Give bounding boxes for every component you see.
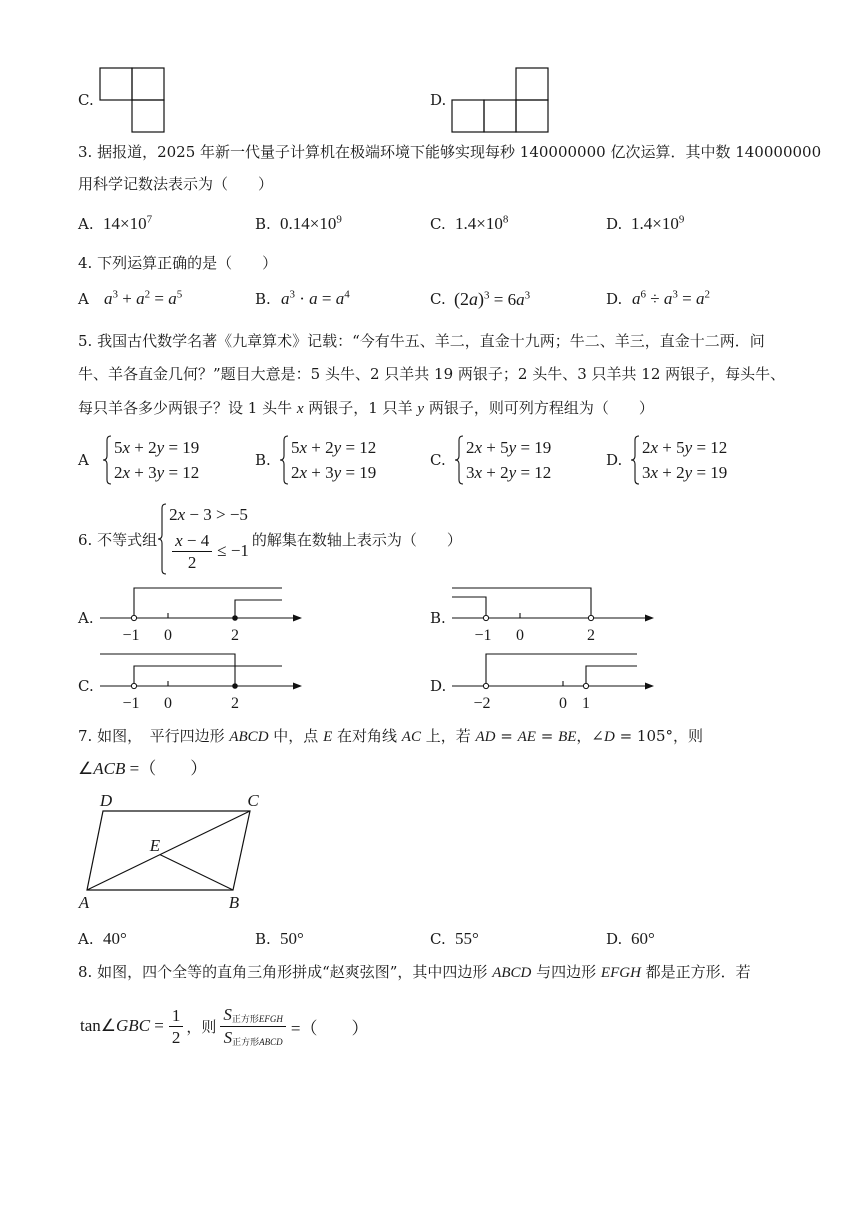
math-variable: y — [417, 401, 425, 417]
q5-stem-line2: 牛、羊各直金几何？”题目大意是：5 头牛、2 只羊共 19 两银子；2 头牛、3 只羊共 12 两银子，每头牛、 — [78, 365, 786, 383]
math-variable: y — [508, 463, 517, 482]
open-endpoint — [583, 683, 588, 688]
exponent: 2 — [144, 288, 151, 301]
math-variable: x — [299, 438, 308, 457]
option-label: A — [78, 451, 89, 469]
option-value: 60° — [631, 929, 655, 948]
exponent: 2 — [704, 288, 710, 301]
q4-option-d — [606, 287, 710, 311]
solution-range — [586, 666, 637, 686]
equation: 3x + 2y = 19 — [642, 463, 728, 482]
math-variable: EFGH — [258, 1014, 283, 1025]
area-symbol — [224, 1028, 233, 1047]
option-value: 50° — [280, 929, 304, 948]
q4-option-c — [430, 287, 530, 311]
q6-option-d-number-line — [447, 646, 662, 694]
vertex-label-d: D — [99, 791, 113, 810]
fraction-denominator: 2 — [171, 1027, 181, 1047]
fraction-denominator: 2 — [187, 552, 197, 572]
net-square — [516, 100, 548, 132]
option-exponent: 7 — [146, 213, 153, 226]
q6-option-b-number-line — [447, 578, 662, 626]
net-square — [132, 68, 164, 100]
area-subscript: 正方形EFGH — [231, 1014, 283, 1026]
math-variable: x — [122, 438, 131, 457]
math-variable: ABCD — [492, 965, 532, 981]
math-variable: y — [684, 463, 693, 482]
math-term — [281, 289, 290, 308]
q6-option-c-label: C. — [78, 677, 94, 695]
q7-option-b — [255, 927, 304, 951]
inequality-1: 2x − 3 > −5 — [169, 505, 248, 524]
q3-stem-line1: 3. 据报道，2025 年新一代量子计算机在极端环境下能够实现每秒 140000000 亿次运算．其中数 140000000 — [78, 143, 822, 161]
q6-option-c-number-line — [95, 646, 310, 694]
math-variable: D — [603, 729, 615, 745]
option-label: C. — [430, 451, 446, 469]
connector-text: ，则 — [186, 1017, 217, 1036]
equation-system — [114, 435, 199, 485]
math-variable: AD — [475, 729, 496, 745]
math-variable: y — [156, 438, 165, 457]
tick-label: 0 — [516, 627, 524, 644]
math-term: + a — [122, 289, 145, 308]
option-mantissa: 14×10 — [103, 214, 147, 233]
option-exponent: 8 — [502, 213, 509, 226]
exponent: 3 — [289, 288, 295, 301]
closed-endpoint — [232, 615, 238, 621]
math-term: · a = a — [299, 289, 345, 308]
vertex-label-b: B — [228, 893, 240, 912]
tick-label: −1 — [474, 627, 492, 644]
net-square — [484, 100, 516, 132]
q7-option-c — [430, 927, 479, 951]
area-symbol — [223, 1005, 232, 1024]
q5-stem-line3: 每只羊各多少两银子？设 1 头牛 x 两银子，1 只羊 y 两银子，则可列方程组为（ ） — [78, 399, 654, 417]
option-label: C. — [430, 290, 446, 308]
solution-range — [235, 600, 282, 618]
fraction-numerator: 1 — [169, 1005, 184, 1027]
q3-option-a — [78, 212, 152, 236]
equation: 2x + 3y = 12 — [114, 463, 200, 482]
math-variable: y — [333, 438, 342, 457]
math-variable: GBC — [116, 1016, 151, 1035]
fraction-numerator: x − 4 — [172, 530, 212, 552]
q3-option-b — [255, 212, 342, 236]
left-brace — [454, 435, 464, 485]
option-label: A. — [78, 215, 94, 233]
axis-arrow — [645, 683, 654, 690]
math-variable: x — [474, 438, 483, 457]
solution-range — [486, 654, 637, 686]
exponent: 3 — [484, 288, 490, 301]
math-term — [104, 289, 113, 308]
q8-stem-line1: 8. 如图，四个全等的直角三角形拼成“赵爽弦图”，其中四边形 ABCD 与四边形 EFGH 都是正方形．若 — [78, 963, 751, 981]
math-variable: x — [296, 401, 304, 417]
option-label: D. — [606, 451, 623, 469]
math-variable: a — [281, 289, 290, 308]
net-square — [132, 100, 164, 132]
option-label: D. — [606, 290, 623, 308]
math-variable: a — [469, 288, 478, 309]
exponent: 3 — [524, 288, 531, 301]
option-label: A — [78, 290, 89, 308]
tick-label: 0 — [164, 627, 172, 644]
vertex-label-a: A — [78, 893, 90, 912]
q4-option-a — [78, 287, 182, 311]
axis-arrow — [293, 615, 302, 622]
tick-label: 2 — [587, 627, 595, 644]
tick-label: −1 — [122, 627, 140, 644]
math-variable: y — [684, 438, 693, 457]
q2-option-d-label: D. — [430, 91, 447, 109]
q2-option-c-label: C. — [78, 91, 94, 109]
solution-range — [452, 597, 486, 618]
exponent: 4 — [344, 288, 350, 301]
tick-label: 2 — [231, 695, 239, 712]
answer-blank: =（ ） — [290, 1018, 369, 1038]
q6-stem-suffix: 的解集在数轴上表示为（ ） — [251, 530, 462, 549]
math-variable: x — [175, 530, 183, 550]
q4-stem: 4. 下列运算正确的是（ ） — [78, 254, 278, 272]
option-mantissa: 1.4×10 — [455, 214, 503, 233]
equation: 2x + 3y = 19 — [291, 463, 377, 482]
math-variable: ABCD — [259, 1037, 283, 1048]
option-label: D. — [606, 930, 623, 948]
equation: 5x + 2y = 12 — [291, 438, 377, 457]
math-variable: EFGH — [600, 965, 641, 981]
q7-option-d — [606, 927, 655, 951]
equation-system — [466, 435, 551, 485]
math-variable: y — [333, 463, 342, 482]
net-square — [452, 100, 484, 132]
option-exponent: 9 — [336, 213, 342, 226]
equation: 2x + 5y = 19 — [466, 438, 552, 457]
option-value: 55° — [455, 929, 479, 948]
option-label: B. — [255, 290, 271, 308]
axis-arrow — [293, 683, 302, 690]
option-mantissa: 1.4×10 — [631, 214, 679, 233]
equation: 3x + 2y = 12 — [466, 463, 552, 482]
left-brace — [630, 435, 640, 485]
open-endpoint — [131, 615, 136, 620]
q8-stem-line2 — [80, 998, 369, 1054]
open-endpoint — [588, 615, 593, 620]
inequality-2 — [169, 527, 249, 575]
q7-stem-line2: ∠ACB =（ ） — [78, 759, 208, 778]
equation-system — [291, 435, 376, 485]
q2-option-d-net-figure — [450, 66, 550, 134]
fraction — [172, 530, 212, 573]
math-term: (2a) — [454, 288, 484, 309]
option-mantissa: 0.14×10 — [280, 214, 337, 233]
equation-system — [642, 435, 727, 485]
open-endpoint — [131, 683, 136, 688]
tick-label: −1 — [122, 695, 140, 712]
math-variable: E — [323, 729, 333, 745]
math-term: = a — [154, 289, 177, 308]
math-variable: S — [223, 1027, 233, 1047]
open-endpoint — [483, 683, 488, 688]
math-variable: x — [474, 463, 483, 482]
math-variable: AE — [517, 729, 536, 745]
segment-eb — [160, 855, 233, 890]
exponent: 3 — [112, 288, 118, 301]
vertex-label-c: C — [247, 791, 259, 810]
solution-range — [134, 666, 282, 686]
math-term: = a — [682, 289, 705, 308]
q2-option-c-net-figure — [98, 66, 166, 134]
q6-option-a-label: A. — [78, 609, 94, 627]
math-variable: AC — [401, 729, 421, 745]
left-brace — [102, 435, 112, 485]
diagonal-ac — [87, 811, 250, 890]
q5-stem-line1: 5. 我国古代数学名著《九章算术》记载：“今有牛五、羊二，直金十九两；牛二、羊三，直金十二两．问 — [78, 332, 765, 350]
net-square — [100, 68, 132, 100]
option-exponent: 9 — [678, 213, 685, 226]
math-variable: a — [516, 289, 525, 309]
q3-option-d — [606, 212, 684, 236]
math-variable: x — [299, 463, 308, 482]
angle-expression: ∠GBC = — [100, 1016, 164, 1035]
math-variable: S — [223, 1004, 232, 1024]
option-label: C. — [430, 215, 446, 233]
math-variable: a — [335, 289, 345, 308]
solution-range — [134, 588, 282, 618]
math-variable: x — [122, 463, 131, 482]
left-brace — [157, 503, 167, 575]
inequality-2-rest: ≤ −1 — [217, 541, 249, 560]
math-variable: ACB — [93, 759, 126, 778]
option-label: B. — [255, 451, 271, 469]
q6-option-a-number-line — [95, 578, 310, 626]
math-variable: x — [650, 463, 659, 482]
exponent: 6 — [640, 288, 646, 301]
q6-stem — [78, 502, 462, 576]
q7-option-a — [78, 927, 127, 951]
left-brace — [279, 435, 289, 485]
tick-label: 2 — [231, 627, 239, 644]
math-variable: a — [663, 289, 673, 308]
tick-label: 1 — [582, 695, 590, 712]
q5-option-c — [430, 435, 551, 485]
area-ratio-fraction — [220, 1004, 286, 1049]
net-square — [516, 68, 548, 100]
area-subscript: 正方形ABCD — [232, 1037, 283, 1049]
equation: 5x + 2y = 19 — [114, 438, 200, 457]
math-variable: x — [650, 438, 659, 457]
q6-option-d-label: D. — [430, 677, 447, 695]
tick-label: −2 — [473, 695, 491, 712]
open-endpoint — [483, 615, 488, 620]
math-variable: a — [632, 289, 641, 308]
option-label: B. — [255, 215, 271, 233]
math-variable: y — [156, 463, 165, 482]
math-variable: a — [168, 289, 177, 308]
math-term: = 6a — [493, 289, 525, 309]
closed-endpoint — [232, 683, 238, 689]
tick-label: 0 — [559, 695, 567, 712]
math-variable: a — [136, 289, 145, 308]
point-label-e: E — [149, 836, 161, 855]
math-variable: a — [695, 289, 705, 308]
q3-option-c — [430, 212, 508, 236]
q4-option-b — [255, 287, 350, 311]
q7-stem-line1: 7. 如图， 平行四边形 ABCD 中，点 E 在对角线 AC 上，若 AD = AE = BE，∠D = 105°，则 — [78, 727, 704, 745]
math-variable: ABCD — [229, 729, 269, 745]
exponent: 3 — [672, 288, 678, 301]
fraction-one-half — [169, 1005, 184, 1048]
solution-range — [452, 588, 591, 618]
math-term — [632, 289, 641, 308]
q6-stem-prefix: 6. 不等式组 — [78, 530, 158, 549]
q3-stem-line2: 用科学记数法表示为（ ） — [78, 175, 274, 193]
math-variable: BE — [558, 729, 577, 745]
option-label: B. — [255, 930, 271, 948]
axis-arrow — [645, 615, 654, 622]
option-label: C. — [430, 930, 446, 948]
math-variable: x — [177, 505, 186, 524]
q5-option-d — [606, 435, 727, 485]
option-label: D. — [606, 215, 623, 233]
tick-label: 0 — [164, 695, 172, 712]
math-term: ÷ a — [650, 289, 673, 308]
math-variable: a — [104, 289, 113, 308]
q6-option-b-label: B. — [430, 609, 446, 627]
q5-option-b — [255, 435, 376, 485]
option-label: A. — [78, 930, 94, 948]
option-value: 40° — [103, 929, 127, 948]
inequality-system — [169, 503, 249, 575]
q5-option-a — [78, 435, 199, 485]
math-variable: y — [508, 438, 517, 457]
equation: 2x + 5y = 12 — [642, 438, 728, 457]
math-variable: a — [309, 289, 318, 308]
tan-function: tan — [80, 1016, 101, 1035]
exponent: 5 — [176, 288, 183, 301]
